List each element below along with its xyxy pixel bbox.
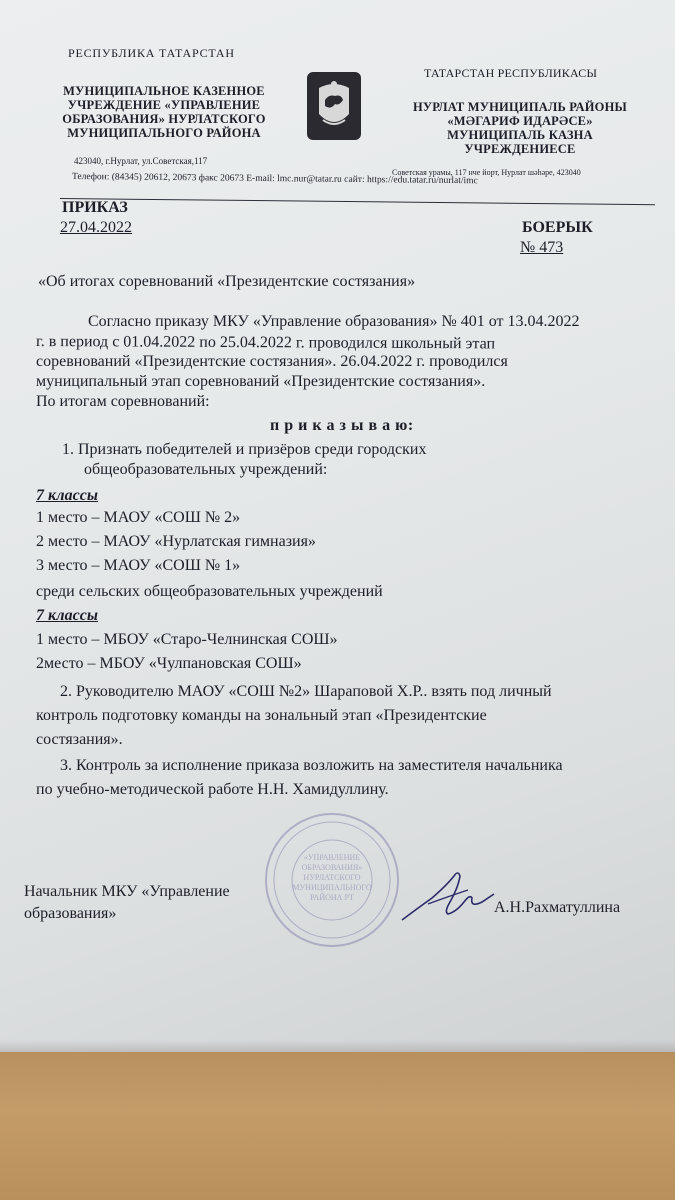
stamp-line: МУНИЦИПАЛЬНОГО bbox=[292, 883, 372, 892]
left-organization bbox=[48, 84, 280, 140]
item2-line: контроль подготовку команды на зональный этап «Президентские bbox=[36, 707, 487, 724]
left-org-line: ОБРАЗОВАНИЯ» НУРЛАТСКОГО bbox=[62, 112, 266, 126]
intro-line: муниципальный этап соревнований «Президентские состязания». bbox=[36, 373, 486, 390]
signatory-position-line: образования» bbox=[24, 905, 117, 922]
right-org-line: НУРЛАТ МУНИЦИПАЛЬ РАЙОНЫ bbox=[413, 100, 627, 114]
left-org-line: МУНИЦИПАЛЬНОГО РАЙОНА bbox=[67, 126, 261, 140]
signatory-position-line: Начальник МКУ «Управление bbox=[24, 883, 230, 900]
rural-place: 1 место – МБОУ «Старо-Челнинская СОШ» bbox=[36, 631, 338, 648]
item2-line: 2. Руководителю МАОУ «СОШ №2» Шараповой Х.Р.. взять под личный bbox=[60, 683, 552, 700]
header-divider bbox=[60, 198, 655, 205]
order-verb: п р и к а з ы в а ю: bbox=[270, 417, 414, 434]
order-word-tt: БОЕРЫК bbox=[522, 219, 593, 236]
left-address: 423040, г.Нурлат, ул.Советская,117 bbox=[74, 156, 208, 166]
intro-line: По итогам соревнований: bbox=[36, 393, 210, 410]
urban-place: 3 место – МАОУ «СОШ № 1» bbox=[36, 557, 241, 574]
official-stamp bbox=[262, 810, 402, 950]
right-org-line: «МӘГАРИФ ИДАРӘСЕ» bbox=[447, 114, 593, 128]
rural-label: среди сельских общеобразовательных учреждений bbox=[36, 583, 383, 600]
right-republic: ТАТАРСТАН РЕСПУБЛИКАСЫ bbox=[424, 66, 598, 80]
order-word-ru: ПРИКАЗ bbox=[62, 199, 128, 216]
contacts-line: Телефон: (84345) 20612, 20673 факс 20673 E-mail: lmc.nur@tatar.ru сайт: https://edu.tatar.ru/nurlat/imc bbox=[71, 172, 478, 187]
signatory-name: А.Н.Рахматуллина bbox=[494, 899, 621, 916]
rural-place: 2место – МБОУ «Чулпановская СОШ» bbox=[36, 655, 302, 672]
left-org-line: МУНИЦИПАЛЬНОЕ КАЗЕННОЕ bbox=[63, 84, 265, 98]
handwritten-signature bbox=[398, 868, 498, 928]
order-title: «Об итогах соревнований «Президентские состязания» bbox=[38, 273, 416, 290]
urban-heading: 7 классы bbox=[36, 487, 98, 504]
stamp-line: «УПРАВЛЕНИЕ bbox=[303, 853, 361, 862]
order-number: № 473 bbox=[520, 239, 564, 256]
stamp-line: РАЙОНА РТ bbox=[310, 893, 354, 902]
intro-line: соревнований «Президентские состязания». 26.04.2022 г. проводился bbox=[36, 353, 508, 370]
item1-line: общеобразовательных учреждений: bbox=[84, 461, 328, 478]
left-org-line: УЧРЕЖДЕНИЕ «УПРАВЛЕНИЕ bbox=[67, 98, 261, 112]
item2-line: состязания». bbox=[36, 731, 123, 748]
order-date: 27.04.2022 bbox=[60, 219, 132, 236]
coat-of-arms-icon bbox=[305, 70, 363, 142]
left-republic: РЕСПУБЛИКА ТАТАРСТАН bbox=[68, 46, 235, 60]
stamp-line: НУРЛАТСКОГО bbox=[303, 873, 361, 882]
desk-surface bbox=[0, 1052, 675, 1200]
right-organization bbox=[400, 100, 640, 156]
right-org-line: МУНИЦИПАЛЬ КАЗНА bbox=[447, 128, 593, 142]
intro-line: г. в период с 01.04.2022 по 25.04.2022 г. проводился школьный этап bbox=[35, 333, 496, 353]
item1-line: 1. Признать победителей и призёров среди городских bbox=[62, 441, 427, 458]
urban-place: 2 место – МАОУ «Нурлатская гимназия» bbox=[36, 533, 316, 550]
stamp-line: ОБРАЗОВАНИЯ» bbox=[301, 863, 363, 872]
rural-heading: 7 классы bbox=[36, 607, 98, 624]
item3-line: 3. Контроль за исполнение приказа возложить на заместителя начальника bbox=[60, 757, 563, 774]
item3-line: по учебно-методической работе Н.Н. Хамидуллину. bbox=[36, 781, 389, 798]
right-address: Советская урамы, 117 нче йорт, Нурлат шәһәре, 423040 bbox=[392, 168, 581, 177]
urban-place: 1 место – МАОУ «СОШ № 2» bbox=[36, 509, 241, 526]
intro-line: Согласно приказу МКУ «Управление образования» № 401 от 13.04.2022 bbox=[88, 313, 580, 330]
right-org-line: УЧРЕЖДЕНИЕСЕ bbox=[464, 142, 576, 156]
